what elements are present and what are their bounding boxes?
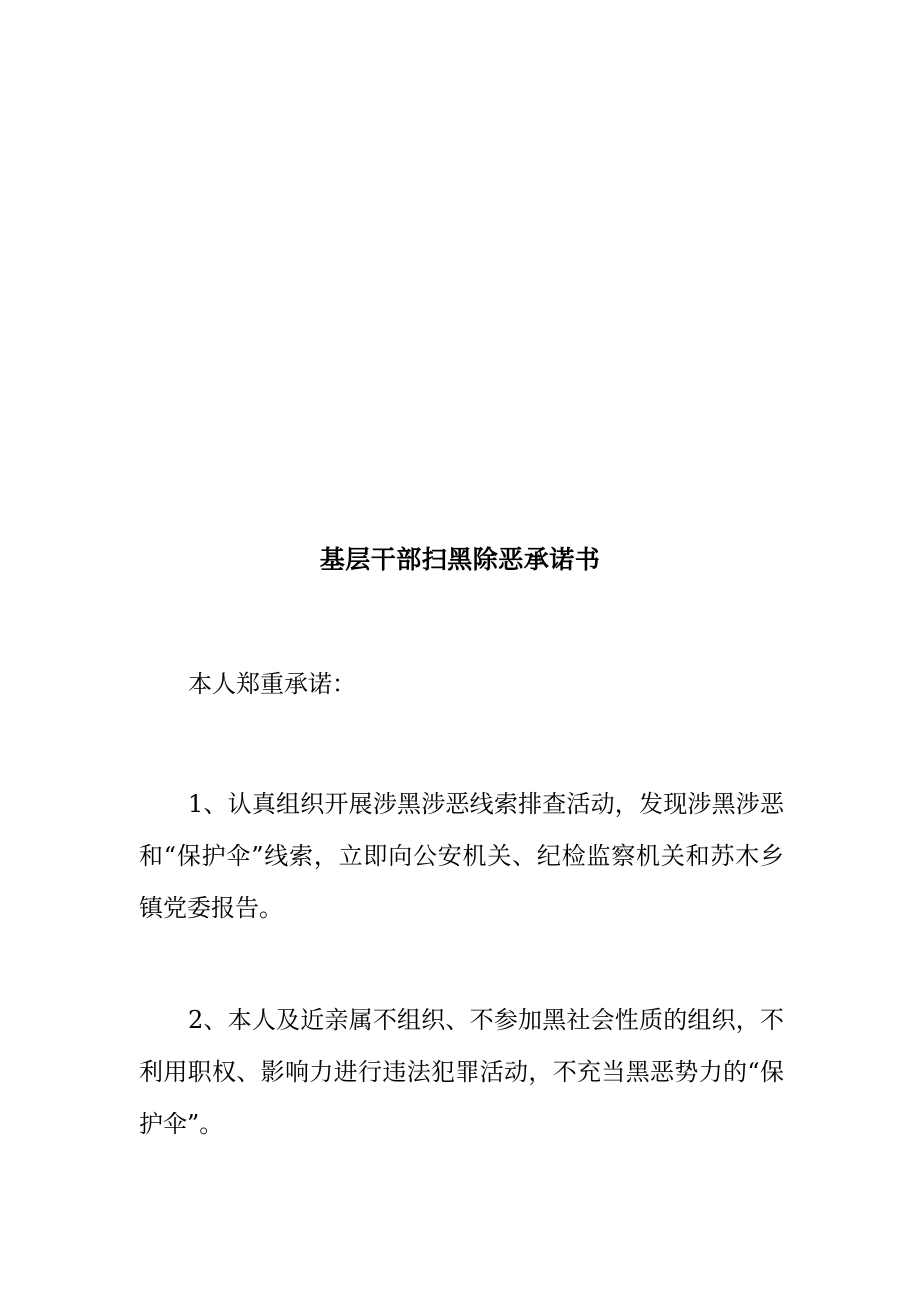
document-title: 基层干部扫黑除恶承诺书 [319,545,601,574]
commitment-item-2: 2、本人及近亲属不组织、不参加黑社会性质的组织，不利用职权、影响力进行违法犯罪活动，不充当黑恶势力的“保护伞”。 [139,1006,784,1138]
intro-paragraph: 本人郑重承诺： [188,670,356,698]
commitment-item-1: 1、认真组织开展涉黑涉恶线索排查活动，发现涉黑涉恶和“保护伞”线索，立即向公安机关、纪检监察机关和苏木乡镇党委报告。 [139,790,784,922]
